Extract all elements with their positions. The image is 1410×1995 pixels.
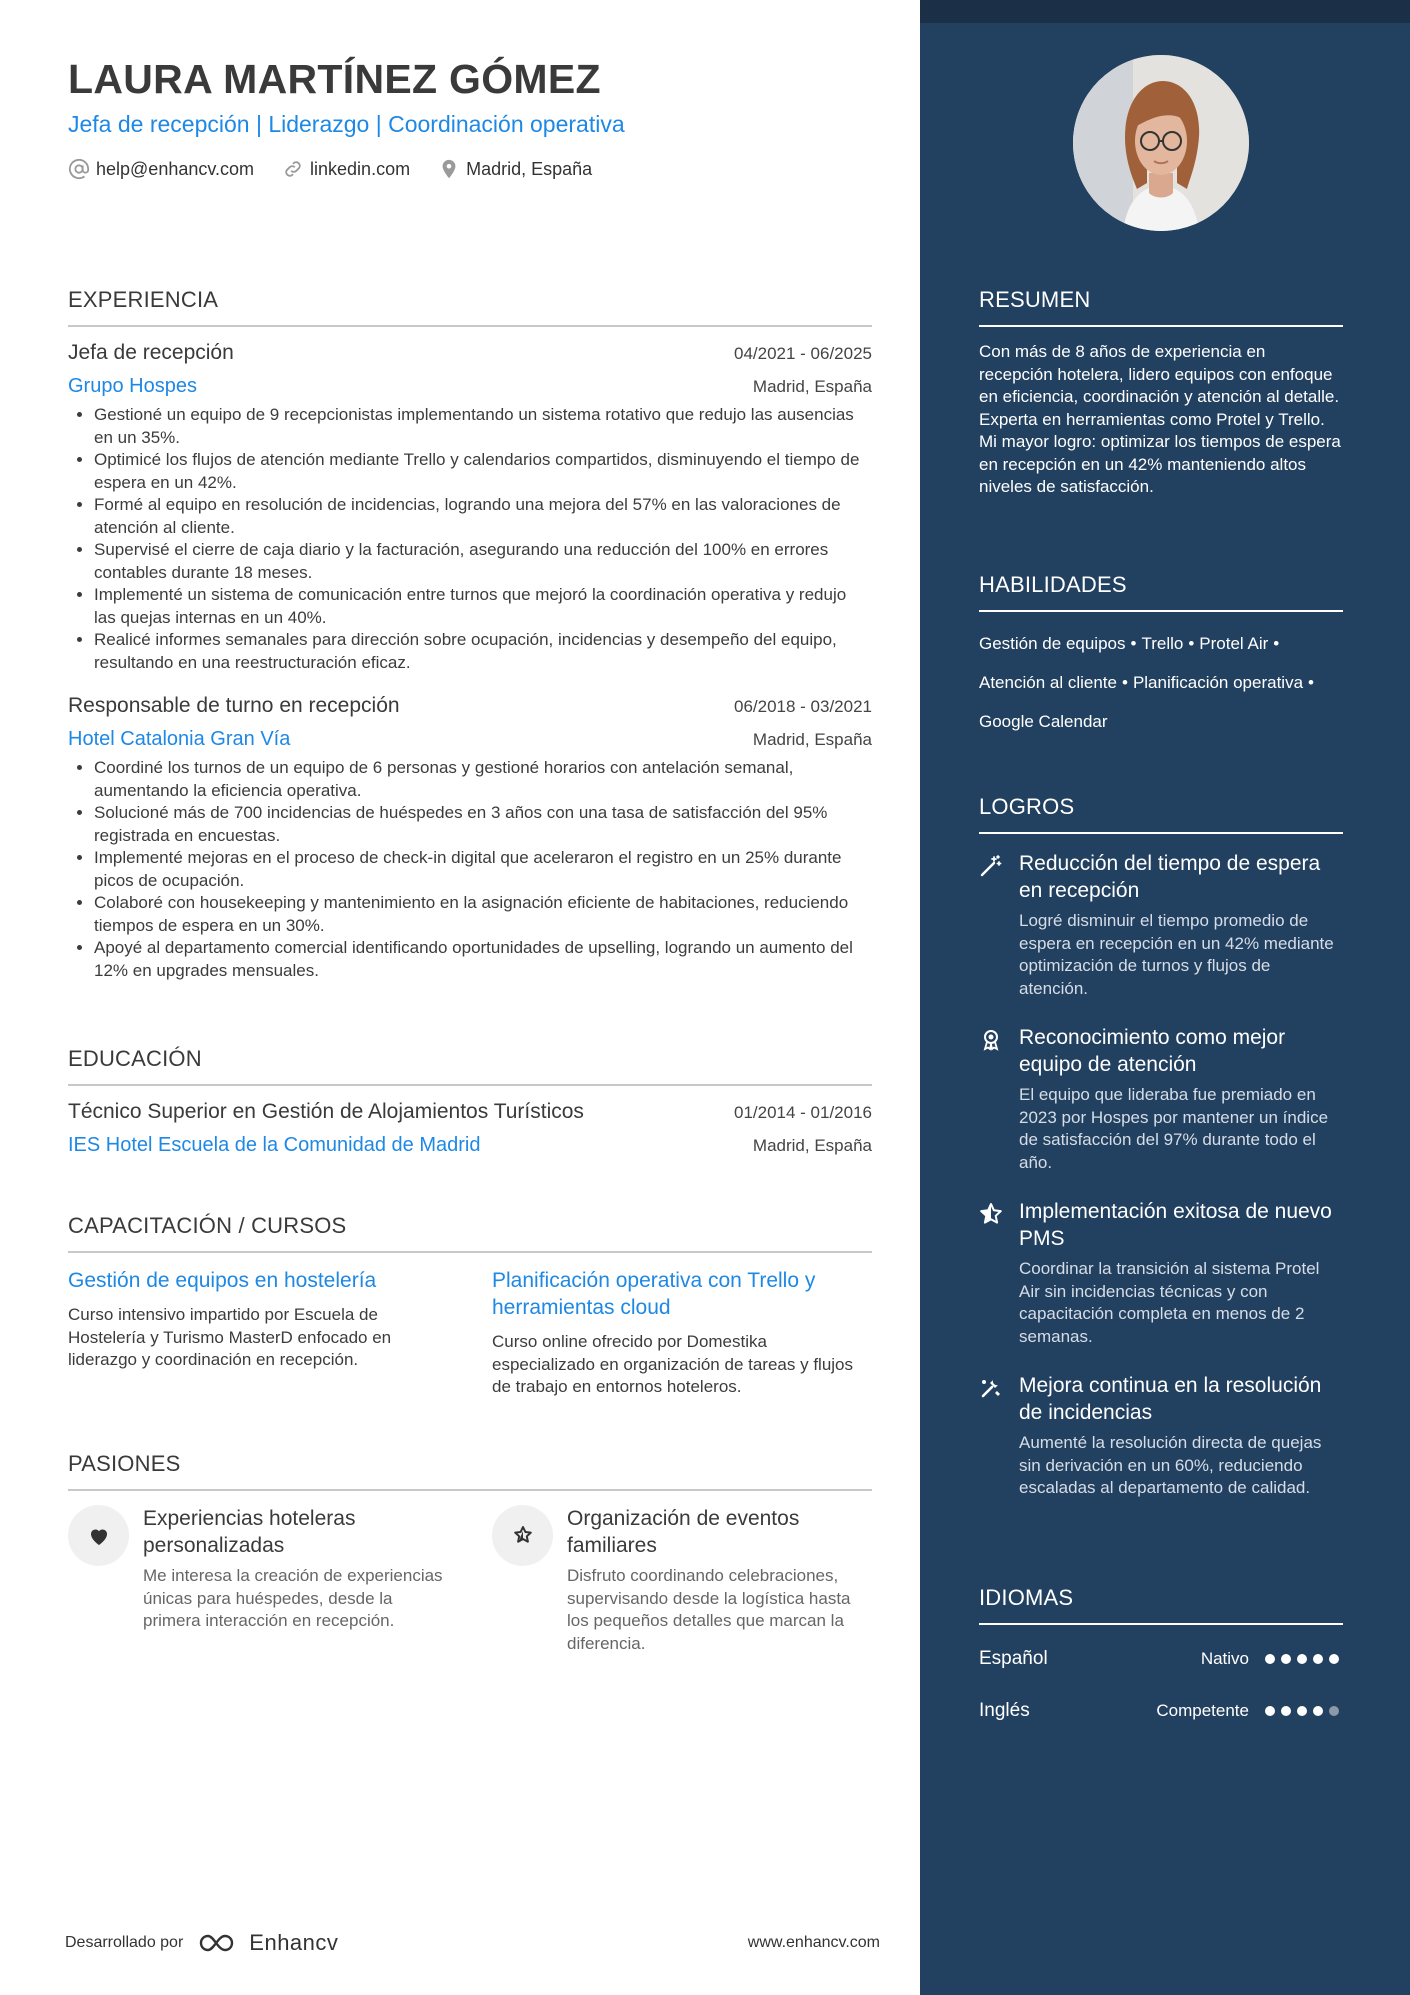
- skill-item: Planificación operativa: [1132, 673, 1304, 692]
- achievement-item: [979, 850, 1343, 1000]
- job-bullets: [68, 404, 872, 674]
- language-level: Competente: [1156, 1701, 1249, 1720]
- contact-email-text: help@enhancv.com: [96, 158, 255, 179]
- skill-item: Protel Air: [1199, 634, 1269, 653]
- passion-description: Disfruto coordinando celebraciones, supervisando desde la logística hasta los pequeños detalles que marcan la diferencia.: [567, 1566, 851, 1653]
- experience-title: EXPERIENCIA: [68, 287, 872, 327]
- language-name: Inglés: [979, 1700, 1030, 1721]
- bullet: • Realicé informes semanales para dirección sobre ocupación, incidencias y desempeño del equipo, resultando en una reestructuración eficaz.: [94, 629, 872, 674]
- contact-location-text: Madrid, España: [466, 158, 593, 179]
- infinity-logo-icon: [195, 1931, 241, 1955]
- course-description: Curso intensivo impartido por Escuela de Hostelería y Turismo MasterD enfocado en liderazgo y coordinación en recepción.: [68, 1305, 392, 1369]
- skill-separator: •: [1130, 634, 1137, 653]
- language-row: [979, 1693, 1343, 1729]
- tools-icon: [979, 1376, 1003, 1400]
- rating-dot: [1329, 1706, 1339, 1716]
- passion-icon-circle: [68, 1505, 129, 1566]
- achievement-description: Coordinar la transición al sistema Protel Air sin incidencias técnicas y con capacitación completa en menos de 2 semanas.: [1019, 1259, 1320, 1346]
- rating-dot: [1281, 1706, 1291, 1716]
- bullet: • Implementé mejoras en el proceso de check-in digital que aceleraron el registro en un 25% durante picos de ocupación.: [94, 847, 872, 892]
- rating-dot: [1297, 1654, 1307, 1664]
- achievement-description: Logré disminuir el tiempo promedio de espera en recepción en un 42% mediante optimización de turnos y flujos de atención.: [1019, 911, 1334, 998]
- location-pin-icon: [438, 158, 460, 180]
- skill-separator: •: [1121, 673, 1128, 692]
- award-icon: [979, 1028, 1003, 1052]
- brand-name: Enhancv: [249, 1930, 339, 1955]
- skill-item: Google Calendar: [979, 712, 1108, 731]
- languages-title: IDIOMAS: [979, 1585, 1343, 1625]
- job-role: Jefa de recepción: [68, 341, 234, 364]
- courses-section: [68, 1213, 872, 1399]
- language-rating: [1265, 1654, 1339, 1664]
- job-dates: 06/2018 - 03/2021: [733, 697, 872, 716]
- courses-title: CAPACITACIÓN / CURSOS: [68, 1213, 872, 1253]
- candidate-name: LAURA MARTÍNEZ GÓMEZ: [68, 56, 601, 102]
- rating-dot: [1329, 1654, 1339, 1664]
- heart-icon: [87, 1524, 111, 1548]
- at-icon: [68, 158, 90, 180]
- bullet: • Gestioné un equipo de 9 recepcionistas implementando un sistema rotativo que redujo las ausencias en un 35%.: [94, 404, 872, 449]
- contact-linkedin-text: linkedin.com: [310, 158, 411, 179]
- passion-item: [68, 1505, 448, 1655]
- job-role: Responsable de turno en recepción: [68, 694, 400, 717]
- enhancv-logo[interactable]: [195, 1930, 338, 1956]
- education-location: Madrid, España: [752, 1136, 872, 1155]
- contact-linkedin[interactable]: [282, 158, 410, 180]
- sidebar: [920, 0, 1410, 1995]
- skill-item: Trello: [1141, 634, 1184, 653]
- achievement-title: Reconocimiento como mejor equipo de atención: [1019, 1026, 1286, 1076]
- rating-dot: [1281, 1654, 1291, 1664]
- experience-section: [68, 287, 872, 982]
- achievement-title: Implementación exitosa de nuevo PMS: [1019, 1200, 1332, 1250]
- magic-wand-icon: [979, 854, 1003, 878]
- achievement-description: Aumenté la resolución directa de quejas sin derivación en un 60%, reduciendo escaladas al departamento de calidad.: [1019, 1433, 1322, 1497]
- skills-list: [979, 624, 1343, 741]
- headline: Jefa de recepción | Liderazgo | Coordinación operativa: [68, 111, 625, 137]
- contact-location: [438, 158, 592, 180]
- education-degree: Técnico Superior en Gestión de Alojamientos Turísticos: [68, 1100, 584, 1123]
- course-item: [492, 1267, 872, 1399]
- contact-bar: [68, 158, 592, 180]
- passion-title: Experiencias hoteleras personalizadas: [143, 1507, 356, 1557]
- education-section: [68, 1046, 872, 1157]
- passions-title: PASIONES: [68, 1451, 872, 1491]
- passion-description: Me interesa la creación de experiencias únicas para huéspedes, desde la primera interacción en recepción.: [143, 1566, 443, 1630]
- skill-separator: •: [1273, 634, 1280, 653]
- education-dates: 01/2014 - 01/2016: [733, 1103, 872, 1122]
- bullet: • Implementé un sistema de comunicación entre turnos que mejoró la coordinación operativa y redujo las quejas internas en un 40%.: [94, 584, 872, 629]
- achievement-item: [979, 1024, 1343, 1174]
- star-icon: [979, 1202, 1003, 1226]
- course-item: [68, 1267, 448, 1399]
- bullet: • Coordiné los turnos de un equipo de 6 personas y gestioné horarios con antelación semanal, aumentando la eficiencia operativa.: [94, 757, 872, 802]
- summary-text: Con más de 8 años de experiencia en recepción hotelera, lidero equipos con enfoque en eficiencia, coordinación y atención al detalle. Experta en herramientas como Protel y Trello. Mi mayor logro: optimizar los tiempos de espera en recepción en un 42% manteniendo altos niveles de satisfacción.: [979, 342, 1341, 496]
- achievement-title: Reducción del tiempo de espera en recepción: [1019, 852, 1321, 902]
- footer-url[interactable]: www.enhancv.com: [747, 1934, 880, 1951]
- achievements-title: LOGROS: [979, 794, 1343, 834]
- rating-dot: [1313, 1654, 1323, 1664]
- bullet: • Supervisé el cierre de caja diario y la facturación, asegurando una reducción del 100% en errores contables durante 18 meses.: [94, 539, 872, 584]
- bullet: • Colaboré con housekeeping y mantenimiento en la asignación eficiente de habitaciones, reduciendo tiempos de espera en un 30%.: [94, 892, 872, 937]
- education-title: EDUCACIÓN: [68, 1046, 872, 1086]
- passion-item: [492, 1505, 872, 1655]
- job-company: Hotel Catalonia Gran Vía: [68, 728, 291, 750]
- footer: [65, 1930, 880, 1956]
- avatar: [1073, 55, 1249, 231]
- language-row: [979, 1641, 1343, 1677]
- footer-brand: [65, 1930, 338, 1956]
- job-bullets: [68, 757, 872, 982]
- job-dates: 04/2021 - 06/2025: [733, 344, 872, 363]
- star-hand-icon: [511, 1524, 535, 1548]
- rating-dot: [1313, 1706, 1323, 1716]
- language-rating: [1265, 1706, 1339, 1716]
- job-entry: [68, 694, 872, 982]
- course-title: Gestión de equipos en hostelería: [68, 1269, 377, 1292]
- link-icon: [282, 158, 304, 180]
- job-entry: [68, 341, 872, 674]
- skills-title: HABILIDADES: [979, 572, 1343, 612]
- achievement-item: [979, 1372, 1343, 1500]
- avatar-illustration: [1073, 55, 1249, 231]
- summary-section: [979, 287, 1343, 499]
- skill-item: Gestión de equipos: [979, 634, 1126, 653]
- course-title: Planificación operativa con Trello y herramientas cloud: [492, 1269, 816, 1319]
- achievements-section: [979, 794, 1343, 1500]
- passion-title: Organización de eventos familiares: [567, 1507, 800, 1557]
- rating-dot: [1297, 1706, 1307, 1716]
- skill-item: Atención al cliente: [979, 673, 1117, 692]
- contact-email[interactable]: [68, 158, 254, 180]
- skill-separator: •: [1308, 673, 1314, 692]
- achievement-title: Mejora continua en la resolución de incidencias: [1019, 1374, 1322, 1424]
- job-company: Grupo Hospes: [68, 375, 197, 397]
- rating-dot: [1265, 1706, 1275, 1716]
- language-level: Nativo: [1200, 1649, 1249, 1668]
- rating-dot: [1265, 1654, 1275, 1664]
- achievement-description: El equipo que lideraba fue premiado en 2023 por Hospes por mantener un índice de satisfacción del 97% durante todo el año.: [1019, 1085, 1329, 1172]
- languages-section: [979, 1585, 1343, 1729]
- bullet: • Solucioné más de 700 incidencias de huéspedes en 3 años con una tasa de satisfacción del 95% registrada en encuestas.: [94, 802, 872, 847]
- course-description: Curso online ofrecido por Domestika especializado en organización de tareas y flujos de trabajo en entornos hoteleros.: [492, 1332, 854, 1396]
- language-name: Español: [979, 1648, 1048, 1669]
- skills-section: [979, 572, 1343, 741]
- sidebar-top-strip: [920, 0, 1410, 23]
- achievement-item: [979, 1198, 1343, 1348]
- bullet: • Apoyé al departamento comercial identificando oportunidades de upselling, logrando un aumento del 12% en upgrades mensuales.: [94, 937, 872, 982]
- education-school: IES Hotel Escuela de la Comunidad de Madrid: [68, 1134, 481, 1156]
- job-location: Madrid, España: [752, 377, 872, 396]
- summary-title: RESUMEN: [979, 287, 1343, 327]
- bullet: • Formé al equipo en resolución de incidencias, logrando una mejora del 57% en las valoraciones de atención al cliente.: [94, 494, 872, 539]
- job-location: Madrid, España: [752, 730, 872, 749]
- powered-by-text: Desarrollado por: [65, 1934, 184, 1951]
- skill-separator: •: [1188, 634, 1195, 653]
- bullet: • Optimicé los flujos de atención mediante Trello y calendarios compartidos, disminuyendo el tiempo de espera en un 42%.: [94, 449, 872, 494]
- passion-icon-circle: [492, 1505, 553, 1566]
- passions-section: [68, 1451, 872, 1655]
